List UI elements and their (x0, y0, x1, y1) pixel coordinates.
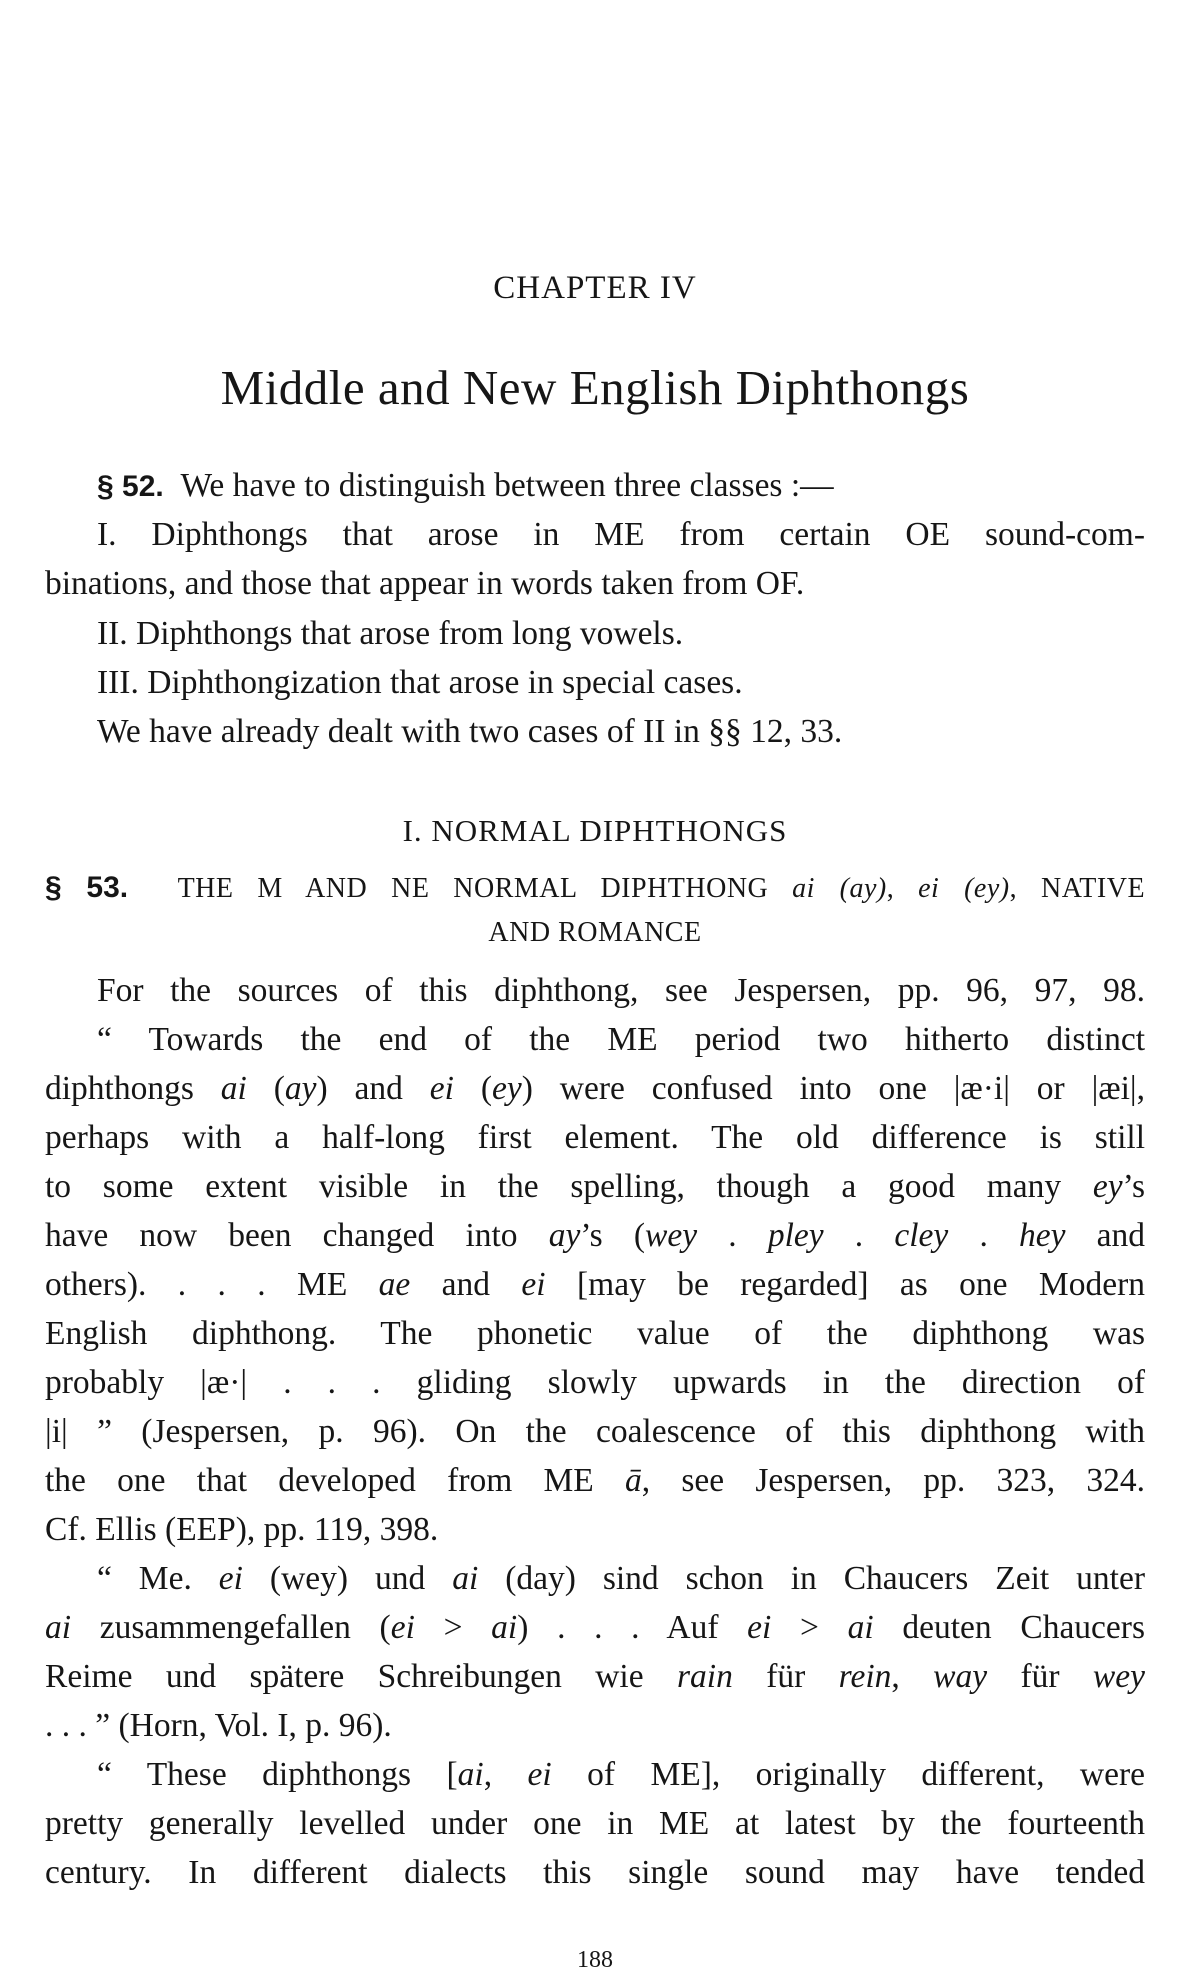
section-52-note: We have already dealt with two cases of II in §§ 12, 33. (97, 713, 843, 750)
body-line: ai zusammengefallen (ei > ai) . . . Auf ei > ai deuten Chaucers (45, 1609, 1145, 1646)
intro-text: We have to distinguish between three classes :— (180, 467, 834, 504)
class-1-line-1: I. Diphthongs that arose in ME from certain OE sound-com- (97, 516, 1145, 553)
body-line: . . . ” (Horn, Vol. I, p. 96). (45, 1707, 392, 1744)
body-line: pretty generally levelled under one in ME at latest by the fourteenth (45, 1805, 1145, 1842)
page-number: 188 (577, 1947, 613, 1973)
section-53-heading-line-1: § 53. THE M AND NE NORMAL DIPHTHONG ai (ay), ei (ey), NATIVE (45, 871, 1146, 904)
class-3: III. Diphthongization that arose in special cases. (97, 664, 743, 701)
body-line: For the sources of this diphthong, see Jespersen, pp. 96, 97, 98. (97, 972, 1145, 1009)
class-2: II. Diphthongs that arose from long vowels. (97, 615, 684, 652)
body-line: Cf. Ellis (EEP), pp. 119, 398. (45, 1511, 439, 1548)
body-line: century. In different dialects this single sound may have tended (45, 1854, 1145, 1891)
paragraph-52-intro (97, 466, 1145, 507)
section-heading: I. NORMAL DIPHTHONGS (402, 813, 788, 848)
body-line: probably |æ·| . . . gliding slowly upwards in the direction of (45, 1364, 1145, 1401)
body-line: English diphthong. The phonetic value of the diphthong was (45, 1315, 1145, 1352)
chapter-label: CHAPTER IV (493, 270, 697, 306)
body-line: |i| ” (Jespersen, p. 96). On the coalescence of this diphthong with (45, 1413, 1145, 1450)
body-line: the one that developed from ME ā, see Jespersen, pp. 323, 324. (45, 1462, 1145, 1499)
body-line: diphthongs ai (ay) and ei (ey) were confused into one |æ·i| or |æi|, (45, 1070, 1146, 1107)
body-line: “ These diphthongs [ai, ei of ME], originally different, were (97, 1756, 1145, 1793)
body-line: “ Towards the end of the ME period two hitherto distinct (97, 1021, 1145, 1058)
class-1-line-2: binations, and those that appear in words taken from OF. (45, 565, 805, 602)
section-number-52: § 52. (97, 470, 164, 503)
body-line: “ Me. ei (wey) und ai (day) sind schon in Chaucers Zeit unter (97, 1560, 1145, 1597)
body-line: Reime und spätere Schreibungen wie rain für rein, way für wey (45, 1658, 1146, 1695)
body-line: have now been changed into ay’s (wey . pley . cley . hey and (45, 1217, 1146, 1254)
section-number-53: § 53. (45, 871, 129, 904)
body-line: perhaps with a half-long first element. The old difference is still (45, 1119, 1145, 1156)
chapter-title: Middle and New English Diphthongs (220, 360, 970, 415)
section-53-heading-line-2: AND ROMANCE (488, 917, 702, 948)
body-line: others). . . . ME ae and ei [may be regarded] as one Modern (45, 1266, 1145, 1303)
body-line: to some extent visible in the spelling, though a good many ey’s (45, 1168, 1145, 1205)
